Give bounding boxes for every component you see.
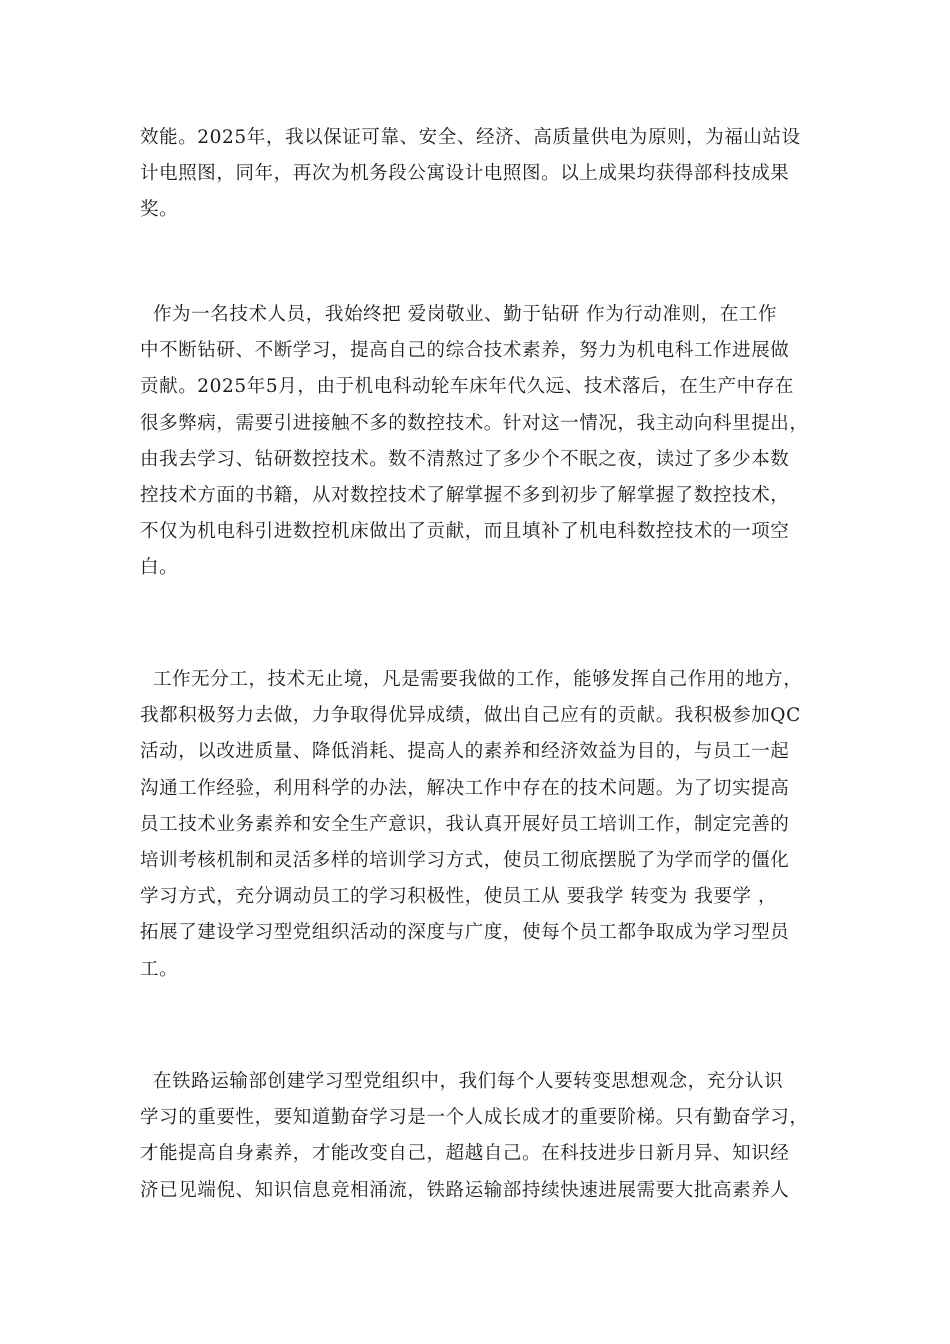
paragraph-line: 员工技术业务素养和安全生产意识，我认真开展好员工培训工作，制定完善的 <box>140 813 790 835</box>
paragraph-line: 很多弊病，需要引进接触不多的数控技术。针对这一情况，我主动向科里提出， <box>140 412 809 434</box>
paragraph-line: 控技术方面的书籍，从对数控技术了解掌握不多到初步了解掌握了数控技术， <box>140 484 790 506</box>
paragraph-line: 不仅为机电科引进数控机床做出了贡献，而且填补了机电科数控技术的一项空 <box>140 521 790 543</box>
paragraph-line: 济已见端倪、知识信息竞相涌流，铁路运输部持续快速进展需要大批高素养人 <box>140 1179 790 1201</box>
paragraph-line <box>140 988 812 1024</box>
paragraph-line: 活动，以改进质量、降低消耗、提高人的素养和经济效益为目的，与员工一起 <box>140 741 790 763</box>
paragraph-1 <box>140 120 812 229</box>
paragraph-line: 作为一名技术人员，我始终把 爱岗敬业、勤于钻研 作为行动准则，在工作 <box>140 304 778 325</box>
paragraph-line: 由我去学习、钻研数控技术。数不清熬过了多少个不眠之夜，读过了多少本数 <box>140 448 790 470</box>
paragraph-line: 学习的重要性，要知道勤奋学习是一个人成长成才的重要阶梯。只有勤奋学习， <box>140 1107 809 1129</box>
paragraph-3 <box>140 662 812 1024</box>
paragraph-line: 效能。2025年，我以保证可靠、安全、经济、高质量供电为原则，为福山站设 <box>140 127 801 148</box>
paragraph-line: 计电照图，同年，再次为机务段公寓设计电照图。以上成果均获得部科技成果 <box>140 163 790 185</box>
paragraph-line: 培训考核机制和灵活多样的培训学习方式，使员工彻底摆脱了为学而学的僵化 <box>140 849 790 871</box>
paragraph-4 <box>140 1064 812 1209</box>
paragraph-line: 学习方式，充分调动员工的学习积极性，使员工从 要我学 转变为 我要学 ， <box>140 886 778 908</box>
paragraph-line: 中不断钻研、不断学习，提高自己的综合技术素养，努力为机电科工作进展做 <box>140 340 790 362</box>
paragraph-line: 沟通工作经验，利用科学的办法，解决工作中存在的技术问题。为了切实提高 <box>140 777 790 799</box>
paragraph-line: 贡献。2025年5月，由于机电科动轮车床年代久远、技术落后，在生产中存在 <box>140 376 794 398</box>
paragraph-line: 白。 <box>140 557 179 579</box>
paragraph-line: 工作无分工，技术无止境，凡是需要我做的工作，能够发挥自己作用的地方， <box>140 669 803 690</box>
paragraph-line: 拓展了建设学习型党组织活动的深度与广度，使每个员工都争取成为学习型员 <box>140 922 790 944</box>
paragraph-line: 在铁路运输部创建学习型党组织中，我们每个人要转变思想观念，充分认识 <box>140 1071 784 1092</box>
paragraph-2 <box>140 297 812 587</box>
paragraph-line: 奖。 <box>140 199 179 221</box>
paragraph-line: 工。 <box>140 958 179 980</box>
paragraph-line: 我都积极努力去做，力争取得优异成绩，做出自己应有的贡献。我积极参加QC <box>140 705 801 727</box>
paragraph-line: 才能提高自身素养，才能改变自己，超越自己。在科技进步日新月异、知识经 <box>140 1143 790 1165</box>
